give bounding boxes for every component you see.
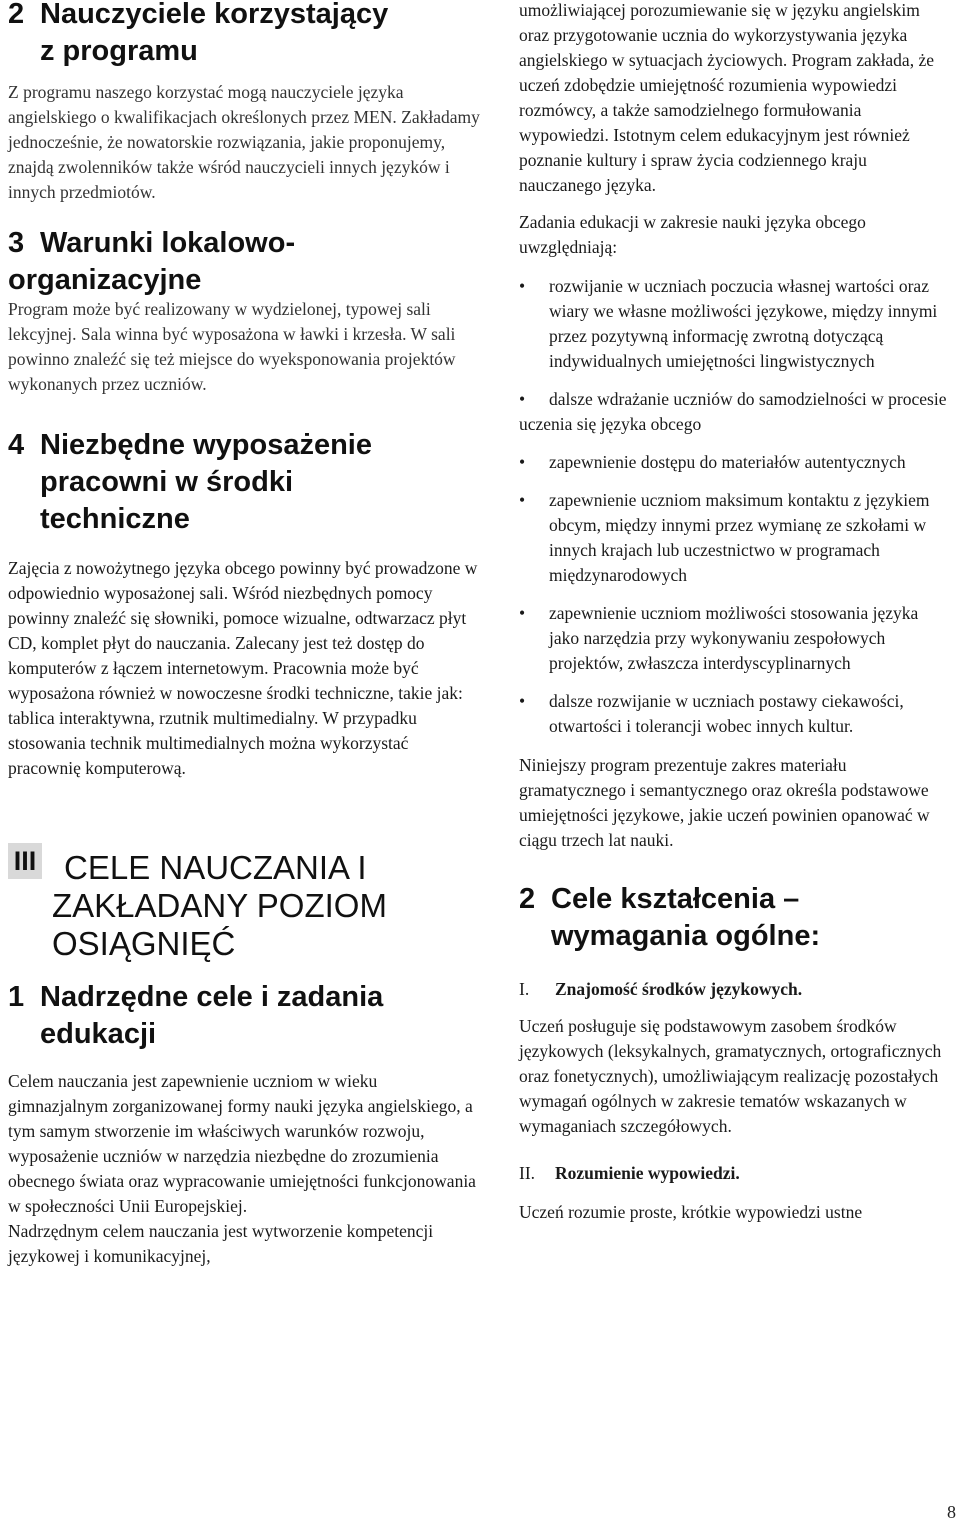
- list-item: • zapewnienie uczniom możliwości stosowania języka jako narzędzia przy wykonywaniu zespołowych projektów, zwłaszcza interdyscyplinarnych: [519, 601, 951, 676]
- chapter-title: [52, 849, 472, 963]
- heading-line: Niezbędne wyposażenie: [40, 429, 372, 461]
- requirement-2-heading: [519, 1161, 951, 1186]
- heading-line: Nadrzędne cele i zadania: [40, 981, 384, 1013]
- goals-paragraph-2: Nadrzędnym celem nauczania jest wytworzenie kompetencji językowej i komunikacyjnej,: [8, 1221, 434, 1266]
- chapter-title-line: ZAKŁADANY POZIOM: [52, 887, 387, 924]
- goals-paragraph: Celem nauczania jest zapewnienie uczniom w wieku gimnazjalnym zorganizowanej formy nauki języka angielskiego, a tym samym stworzenie im właściwych warunków rozwoju, wyposażenie uczniów w narzędzia niezbędne do zrozumienia obecnego świata oraz wypracowanie umiejętności funkcjonowania w społeczności Unii Europejskiej.: [8, 1071, 476, 1216]
- list-item: • rozwijanie w uczniach poczucia własnej wartości oraz wiary we własne możliwości językowe, między innymi przez pozytywną informację zwrotną dotyczącą indywidualnych umiejętności lingwistycznych: [519, 274, 951, 374]
- heading-line: organizacyjne: [8, 264, 202, 296]
- left-column: [8, 0, 480, 1269]
- list-item: • dalsze wdrażanie uczniów do samodzielności w procesie uczenia się języka obcego: [519, 387, 951, 437]
- section-number: 4: [8, 429, 25, 461]
- list-item: • zapewnienie uczniom maksimum kontaktu z językiem obcym, między innymi przez wymianę ze szkołami w innych krajach lub uczestnictwo w programach międzynarodowych: [519, 488, 951, 588]
- chapter-title-line: OSIĄGNIĘĆ: [52, 925, 236, 962]
- section-heading-1-goals: [8, 979, 480, 1053]
- section-heading-4-equipment: [8, 427, 480, 538]
- requirement-1-heading: [519, 977, 951, 1002]
- heading-line: z programu: [40, 35, 198, 67]
- equipment-paragraph: Zajęcia z nowożytnego języka obcego powinny być prowadzone w odpowiednio wyposażonej sali. Wśród niezbędnych pomocy powinny znaleźć się słowniki, pomoce wizualne, odtwarzacz płyt CD, komplet płyt do nauczania. Zalecany jest też dostęp do komputerów z łączem internetowym. Pracownia może być wyposażona również w nowoczesne środki techniczne, takie jak: tablica interaktywna, rzutnik multimedialny. W przypadku stosowania technik multimedialnych można wykorzystać pracownię komputerową.: [8, 558, 478, 778]
- teachers-paragraph: Z programu naszego korzystać mogą nauczyciele języka angielskiego o kwalifikacjach określonych przez MEN. Zakładamy jednocześnie, że nowatorskie rozwiązania, jakie proponujemy, znajdą zwolenników także wśród nauczycieli innych języków i innych przedmiotów.: [8, 82, 480, 202]
- requirement-2-body: Uczeń rozumie proste, krótkie wypowiedzi ustne: [519, 1202, 863, 1222]
- chapter-number-box: III: [8, 843, 42, 879]
- section-number: 2: [8, 0, 25, 30]
- section-number: 3: [8, 227, 25, 259]
- heading-line: edukacji: [40, 1018, 157, 1050]
- heading-line: Cele kształcenia –: [551, 883, 800, 915]
- heading-line: Nauczyciele korzystający: [40, 0, 389, 30]
- page-number: 8: [947, 1502, 956, 1522]
- right-column: [519, 0, 951, 1225]
- tasks-intro: Zadania edukacji w zakresie nauki języka obcego uwzględniają:: [519, 212, 866, 257]
- intro-paragraph: umożliwiającej porozumiewanie się w języku angielskim oraz przygotowanie ucznia do wykorzystywania języka angielskiego w sytuacjach życiowych. Program zakłada, że uczeń zdobędzie umiejętność rozumienia wypowiedzi rozmówcy, a także samodzielnego formułowania wypowiedzi. Istotnym celem edukacyjnym jest również poznanie kultury i spraw życia codziennego kraju nauczanego języka.: [519, 0, 934, 195]
- list-item: • zapewnienie dostępu do materiałów autentycznych: [519, 450, 951, 475]
- list-item: • dalsze rozwijanie w uczniach postawy ciekawości, otwartości i tolerancji wobec innych kultur.: [519, 689, 951, 739]
- heading-line: techniczne: [40, 503, 190, 535]
- section-number: 2: [519, 883, 536, 915]
- heading-line: pracowni w środki: [40, 466, 293, 498]
- requirement-number: I.: [519, 979, 530, 999]
- requirement-title: Znajomość środków językowych.: [555, 979, 803, 999]
- summary-paragraph: Niniejszy program prezentuje zakres materiału gramatycznego i semantycznego oraz określa podstawowe umiejętności językowe, jakie uczeń powinien opanować w ciągu trzech lat nauki.: [519, 755, 930, 850]
- conditions-paragraph: Program może być realizowany w wydzielonej, typowej sali lekcyjnej. Sala winna być wyposażona w ławki i krzesła. W sali powinno znaleźć się też miejsce do wyeksponowania projektów wykonanych przez uczniów.: [8, 299, 456, 394]
- chapter-title-line: CELE NAUCZANIA I: [64, 849, 367, 886]
- section-heading-3-continued: [8, 262, 480, 299]
- heading-line: Warunki lokalowo-: [40, 227, 296, 259]
- heading-line: wymagania ogólne:: [551, 920, 821, 952]
- section-heading-3-conditions: [8, 225, 480, 262]
- requirement-title: Rozumienie wypowiedzi.: [555, 1163, 740, 1183]
- chapter-heading-iii: [8, 843, 480, 963]
- requirement-1-body: Uczeń posługuje się podstawowym zasobem środków językowych (leksykalnych, gramatycznych, ortograficznych oraz fonetycznych), umożliwiającym realizację pozostałych wymagań ogólnych w zakresie tematów wskazanych w wymaganiach szczegółowych.: [519, 1016, 942, 1136]
- section-heading-2-teachers: [8, 0, 480, 70]
- section-number: 1: [8, 981, 25, 1013]
- tasks-list: [519, 274, 951, 739]
- section-heading-2-requirements: [519, 881, 951, 955]
- requirement-number: II.: [519, 1163, 536, 1183]
